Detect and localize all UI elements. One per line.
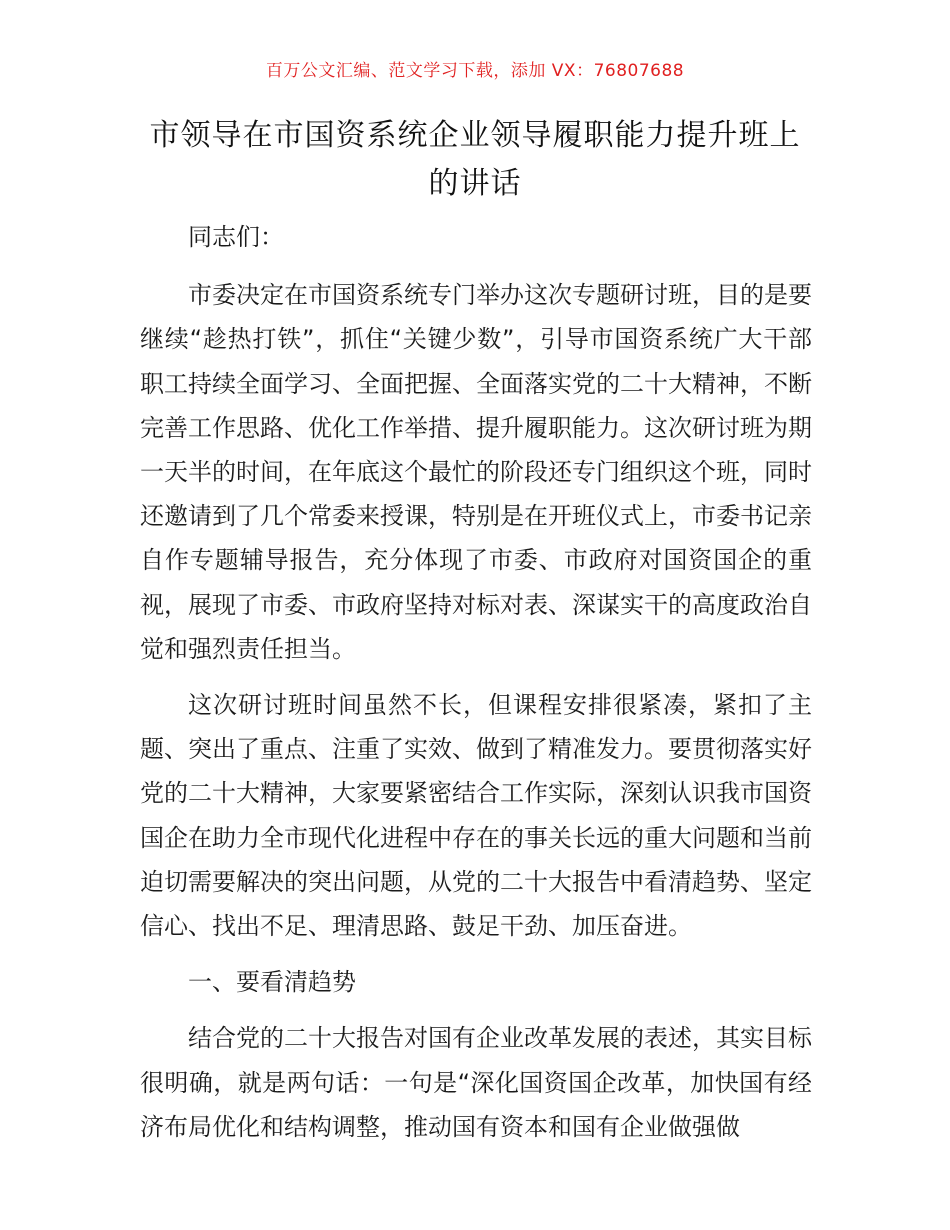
section-heading: 一、要看清趋势 [188,968,356,997]
paragraph-1: 市委决定在市国资系统专门举办这次专题研讨班，目的是要继续“趁热打铁”，抓住“关键少数”，引导市国资系统广大干部职工持续全面学习、全面把握、全面落实党的二十大精神，不断完善工作思路、优化工作举措、提升履职能力。这次研讨班为期一天半的时间，在年底这个最忙的阶段还专门组织这个班，同时还邀请到了几个常委来授课，特别是在开班仪式上，市委书记亲自作专题辅导报告，充分体现了市委、市政府对国资国企的重视，展现了市委、市政府坚持对标对表、深谋实干的高度政治自觉和强烈责任担当。 [140,281,812,663]
salutation: 同志们： [188,223,284,251]
document-title: 市领导在市国资系统企业领导履职能力提升班上的讲话 [149,118,801,201]
section-paragraph: 结合党的二十大报告对国有企业改革发展的表述，其实目标很明确，就是两句话：一句是“深化国资国企改革，加快国有经济布局优化和结构调整，推动国有资本和国有企业做强做 [140,1024,812,1141]
document-body [140,215,812,1161]
header-note: 百万公文汇编、范文学习下载，添加 VX：76807688 [265,61,685,81]
paragraph-2: 这次研讨班时间虽然不长，但课程安排很紧凑，紧扣了主题、突出了重点、注重了实效、做到了精准发力。要贯彻落实好党的二十大精神，大家要紧密结合工作实际，深刻认识我市国资国企在助力全市现代化进程中存在的事关长远的重大问题和当前迫切需要解决的突出问题，从党的二十大报告中看清趋势、坚定信心、找出不足、理清思路、鼓足干劲、加压奋进。 [140,691,812,941]
